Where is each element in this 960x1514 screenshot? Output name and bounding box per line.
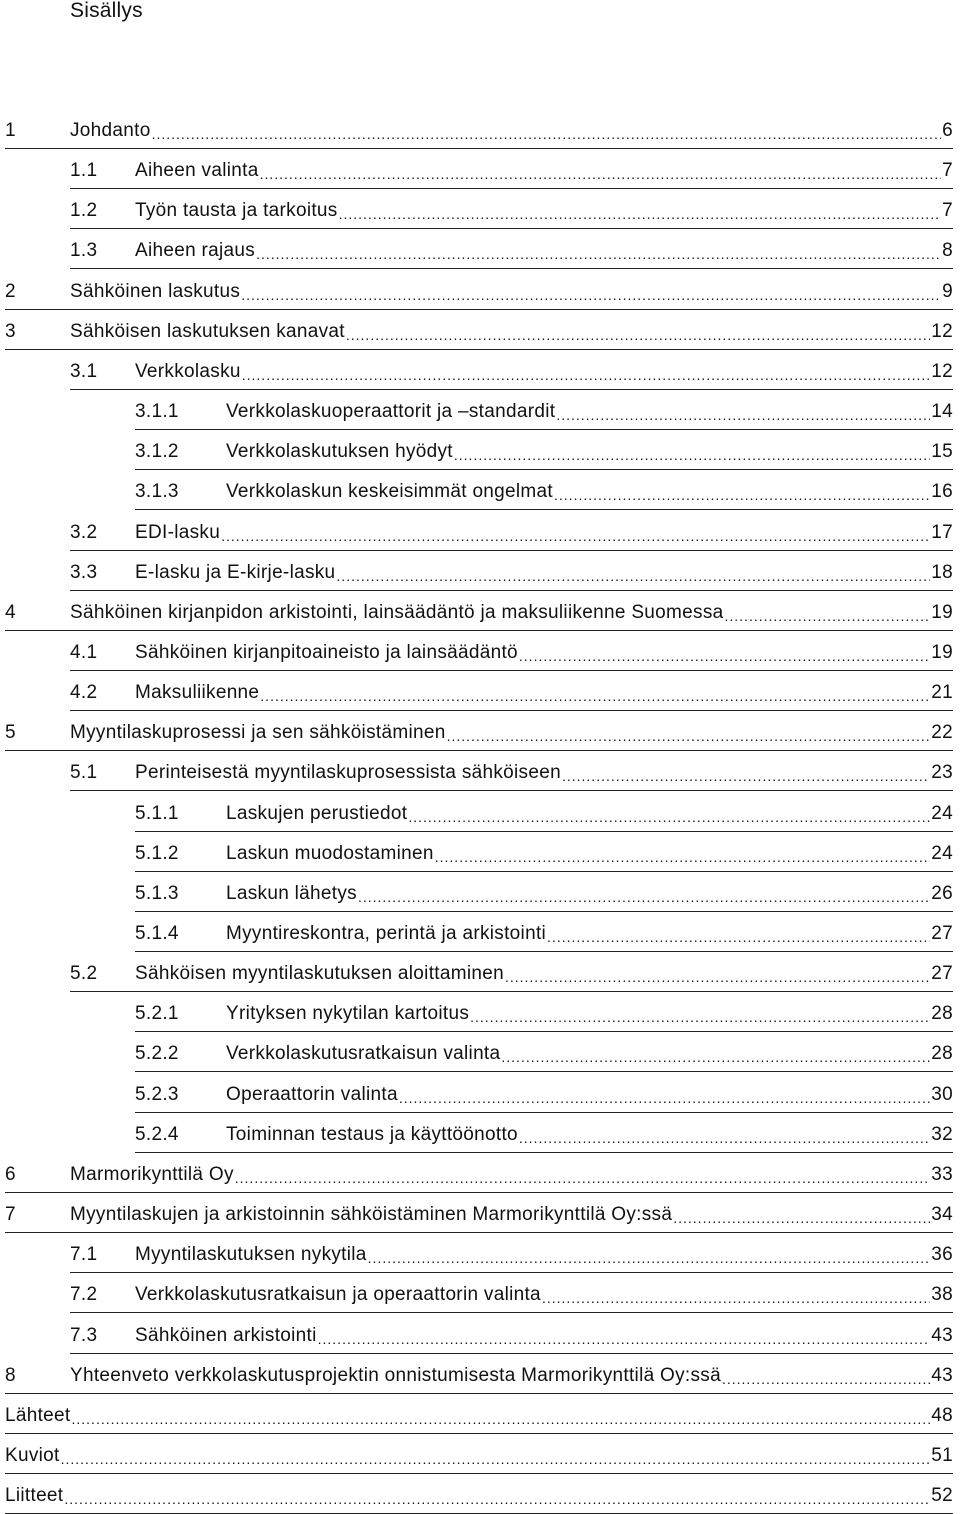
toc-entry-page-number: 27 <box>931 923 953 944</box>
toc-entry-number: 3.1.2 <box>135 441 179 463</box>
toc-dot-leader <box>336 561 930 585</box>
toc-entry[interactable] <box>5 109 953 149</box>
toc-entry-number: 5 <box>5 722 16 744</box>
toc-entry-page-number: 33 <box>931 1163 953 1185</box>
toc-dot-leader <box>318 1324 931 1348</box>
toc-entry-page-number: 32 <box>931 1123 953 1145</box>
toc-entry[interactable] <box>70 1273 953 1313</box>
toc-entry-title: Verkkolaskun keskeisimmät ongelmat <box>226 481 554 503</box>
toc-entry-number: 4.2 <box>70 682 98 704</box>
toc-dot-leader <box>64 1484 930 1508</box>
toc-entry-title: Laskujen perustiedot <box>226 802 408 824</box>
toc-entry-title: Myyntilaskuprosessi ja sen sähköistäminen <box>70 722 446 744</box>
toc-dot-leader <box>547 922 930 946</box>
toc-entry-title: Myyntireskontra, perintä ja arkistointi <box>226 923 547 944</box>
toc-entry-page-number: 38 <box>931 1284 953 1306</box>
toc-entry-page-number: 24 <box>931 842 953 864</box>
toc-entry[interactable] <box>70 1314 953 1354</box>
toc-entry-title: Sähköinen kirjanpitoaineisto ja lainsäädäntö <box>135 641 518 663</box>
toc-entry-title: Sähköinen kirjanpidon arkistointi, lainsäädäntö ja maksuliikenne Suomessa <box>70 601 724 623</box>
toc-entry-title: Perinteisestä myyntilaskuprosessista sähköiseen <box>135 762 561 784</box>
toc-dot-leader <box>505 962 930 986</box>
toc-entry[interactable] <box>5 1394 953 1434</box>
toc-entry[interactable] <box>70 551 953 591</box>
toc-dot-leader <box>399 1083 930 1107</box>
toc-entry-number: 6 <box>5 1163 16 1185</box>
toc-entry-number: 1 <box>5 120 16 141</box>
toc-dot-leader <box>542 1283 930 1307</box>
toc-entry-title: Yrityksen nykytilan kartoitus <box>226 1003 470 1025</box>
toc-entry-title: Johdanto <box>70 120 151 141</box>
toc-entry-title: Maksuliikenne <box>135 682 260 704</box>
toc-dot-leader <box>501 1042 930 1066</box>
toc-entry[interactable] <box>70 511 953 551</box>
toc-dot-leader <box>235 1163 931 1187</box>
toc-entry-page-number: 22 <box>931 722 953 744</box>
toc-entry[interactable] <box>70 149 953 189</box>
toc-entry-number: 8 <box>5 1364 16 1386</box>
toc-entry[interactable] <box>135 912 953 952</box>
toc-entry-page-number: 36 <box>931 1244 953 1266</box>
toc-entry-number: 4 <box>5 601 16 623</box>
toc-entry-number: 5.1.3 <box>135 882 179 904</box>
toc-entry-page-number: 16 <box>931 481 953 503</box>
toc-entry[interactable] <box>135 430 953 470</box>
toc-entry-page-number: 17 <box>931 521 953 543</box>
toc-entry[interactable] <box>5 1434 953 1474</box>
toc-entry-title: Myyntilaskutuksen nykytila <box>135 1244 367 1266</box>
toc-dot-leader <box>368 1243 931 1267</box>
toc-dot-leader <box>241 280 941 304</box>
toc-entry-title: Liitteet <box>5 1485 64 1507</box>
toc-entry[interactable] <box>70 952 953 992</box>
toc-entry[interactable] <box>70 350 953 390</box>
toc-entry-title: Verkkolaskutuksen hyödyt <box>226 441 453 463</box>
toc-dot-leader <box>519 641 930 665</box>
toc-entry-title: Laskun lähetys <box>226 882 357 904</box>
toc-entry-title: Verkkolaskutusratkaisun valinta <box>226 1043 501 1065</box>
toc-entry-title: Aiheen rajaus <box>135 240 256 262</box>
toc-entry-title: Sähköinen arkistointi <box>135 1324 317 1346</box>
toc-entry-page-number: 28 <box>931 1003 953 1025</box>
toc-dot-leader <box>519 1123 930 1147</box>
toc-entry-title: Toiminnan testaus ja käyttöönotto <box>226 1123 518 1145</box>
toc-entry-page-number: 27 <box>931 963 953 985</box>
toc-entry-title: Operaattorin valinta <box>226 1083 398 1105</box>
toc-entry-title: E-lasku ja E-kirje-lasku <box>135 561 336 583</box>
toc-entry-number: 2 <box>5 280 16 302</box>
toc-entry-page-number: 26 <box>931 882 953 904</box>
toc-entry-number: 4.1 <box>70 641 98 663</box>
toc-dot-leader <box>722 1364 930 1388</box>
toc-entry-number: 3 <box>5 320 16 342</box>
toc-entry-number: 5.2.1 <box>135 1003 179 1025</box>
toc-entry-page-number: 28 <box>931 1043 953 1065</box>
toc-entry-title: Verkkolaskutusratkaisun ja operaattorin valinta <box>135 1284 541 1306</box>
toc-entry-page-number: 51 <box>931 1444 953 1466</box>
toc-dot-leader <box>470 1002 930 1026</box>
toc-entry-page-number: 19 <box>931 641 953 663</box>
toc-entry-number: 3.1.1 <box>135 401 179 423</box>
toc-entry-title: Verkkolaskuoperaattorit ja –standardit <box>226 401 556 423</box>
toc-entry-number: 3.1 <box>70 360 98 382</box>
toc-entry-page-number: 8 <box>942 240 953 262</box>
toc-entry-page-number: 23 <box>931 762 953 784</box>
toc-entry-page-number: 43 <box>931 1324 953 1346</box>
toc-entry-number: 1.3 <box>70 240 98 262</box>
toc-entry-title: Myyntilaskujen ja arkistoinnin sähköistäminen Marmorikynttilä Oy:ssä <box>70 1204 673 1226</box>
toc-dot-leader <box>72 1404 931 1428</box>
toc-entry-title: Sähköisen myyntilaskutuksen aloittaminen <box>135 963 504 985</box>
toc-entry-number: 1.2 <box>70 200 98 222</box>
toc-entry-title: Kuviot <box>5 1444 60 1466</box>
toc-entry[interactable] <box>5 591 953 631</box>
toc-dot-leader <box>339 199 942 223</box>
toc-entry[interactable] <box>135 992 953 1032</box>
toc-entry-title: Lähteet <box>5 1404 71 1426</box>
toc-entry-number: 5.1.4 <box>135 923 179 944</box>
toc-entry-title: Yhteenveto verkkolaskutusprojektin onnistumisesta Marmorikynttilä Oy:ssä <box>70 1364 721 1386</box>
toc-dot-leader <box>260 159 942 183</box>
toc-dot-leader <box>454 440 930 464</box>
toc-entry-page-number: 15 <box>931 441 953 463</box>
toc-entry-title: Työn tausta ja tarkoitus <box>135 200 338 222</box>
toc-entry-title: Aiheen valinta <box>135 160 259 182</box>
toc-entry-page-number: 7 <box>942 160 953 182</box>
toc-entry-page-number: 48 <box>931 1404 953 1426</box>
toc-entry-page-number: 6 <box>942 120 953 141</box>
toc-entry-title: Sähköinen laskutus <box>70 280 241 302</box>
toc-entry-number: 5.2.3 <box>135 1083 179 1105</box>
toc-dot-leader <box>725 601 931 625</box>
toc-entry[interactable] <box>135 470 953 510</box>
toc-dot-leader <box>358 882 930 906</box>
toc-dot-leader <box>673 1203 930 1227</box>
toc-entry-page-number: 21 <box>931 682 953 704</box>
toc-entry[interactable] <box>70 229 953 269</box>
toc-entry-page-number: 14 <box>931 401 953 423</box>
toc-entry[interactable] <box>5 1474 953 1514</box>
toc-entry-page-number: 34 <box>931 1204 953 1226</box>
toc-entry-number: 5.2 <box>70 963 98 985</box>
toc-entry-number: 1.1 <box>70 160 98 182</box>
toc-entry[interactable] <box>70 671 953 711</box>
toc-entry-number: 7.2 <box>70 1284 98 1306</box>
toc-dot-leader <box>152 119 942 143</box>
toc-dot-leader <box>447 721 931 745</box>
toc-dot-leader <box>256 239 941 263</box>
toc-dot-leader <box>221 521 930 545</box>
toc-entry-number: 5.1.1 <box>135 802 179 824</box>
toc-entry-title: Sähköisen laskutuksen kanavat <box>70 320 345 342</box>
toc-entry-number: 3.3 <box>70 561 98 583</box>
toc-entry[interactable] <box>5 1153 953 1193</box>
toc-entry-page-number: 30 <box>931 1083 953 1105</box>
toc-dot-leader <box>556 400 930 424</box>
toc-entry[interactable] <box>5 1354 953 1394</box>
toc-entry-page-number: 18 <box>931 561 953 583</box>
toc-entry[interactable] <box>135 390 953 430</box>
toc-entry[interactable] <box>70 631 953 671</box>
toc-entry-number: 7.3 <box>70 1324 98 1346</box>
toc-entry[interactable] <box>70 1233 953 1273</box>
toc-entry[interactable] <box>5 270 953 310</box>
toc-entry[interactable] <box>135 1032 953 1072</box>
toc-dot-leader <box>61 1444 931 1468</box>
toc-entry-number: 7 <box>5 1204 16 1226</box>
toc-dot-leader <box>242 360 931 384</box>
toc-entry-number: 5.2.2 <box>135 1043 179 1065</box>
toc-entry-title: Marmorikynttilä Oy <box>70 1163 234 1185</box>
toc-dot-leader <box>346 320 930 344</box>
toc-entry[interactable] <box>135 1073 953 1113</box>
toc-entry-page-number: 12 <box>931 360 953 382</box>
toc-entry-page-number: 7 <box>942 200 953 222</box>
toc-entry[interactable] <box>5 310 953 350</box>
toc-dot-leader <box>260 681 930 705</box>
toc-entry[interactable] <box>5 711 953 751</box>
toc-entry-title: Laskun muodostaminen <box>226 842 434 864</box>
toc-entry[interactable] <box>70 751 953 791</box>
toc-entry-number: 5.1 <box>70 762 98 784</box>
page-title: Sisällys <box>70 0 143 22</box>
toc-entry-title: Verkkolasku <box>135 360 241 382</box>
toc-entry-page-number: 9 <box>942 280 953 302</box>
toc-entry-title: EDI-lasku <box>135 521 221 543</box>
toc-dot-leader <box>562 761 930 785</box>
toc-dot-leader <box>435 842 931 866</box>
toc-entry-page-number: 52 <box>931 1485 953 1507</box>
toc-entry-page-number: 24 <box>931 802 953 824</box>
toc-entry[interactable] <box>135 792 953 832</box>
toc-entry[interactable] <box>135 1113 953 1153</box>
toc-entry-number: 3.2 <box>70 521 98 543</box>
toc-dot-leader <box>408 802 930 826</box>
toc-dot-leader <box>554 480 930 504</box>
toc-entry[interactable] <box>5 1193 953 1233</box>
toc-entry[interactable] <box>135 832 953 872</box>
toc-entry-page-number: 12 <box>931 320 953 342</box>
toc-entry-number: 5.2.4 <box>135 1123 179 1145</box>
toc-entry-number: 7.1 <box>70 1244 98 1266</box>
toc-entry-number: 3.1.3 <box>135 481 179 503</box>
toc-entry-page-number: 19 <box>931 601 953 623</box>
toc-entry[interactable] <box>135 872 953 912</box>
toc-entry[interactable] <box>70 189 953 229</box>
toc-entry-page-number: 43 <box>931 1364 953 1386</box>
toc-entry-number: 5.1.2 <box>135 842 179 864</box>
